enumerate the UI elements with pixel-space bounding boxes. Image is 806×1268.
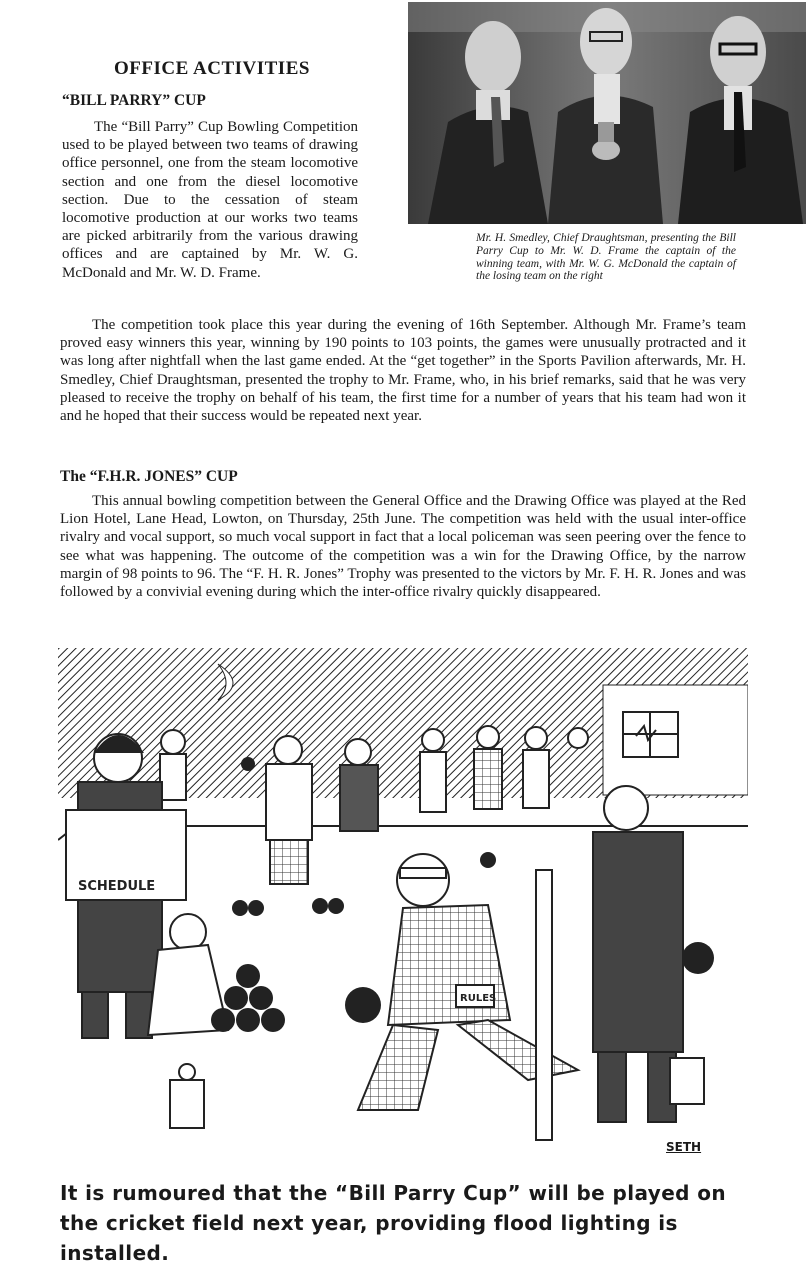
presentation-photo (408, 2, 806, 224)
cartoon-drawing (58, 640, 748, 1170)
rules-label: RULES (460, 993, 497, 1004)
schedule-sign: SCHEDULE (78, 879, 156, 894)
section-title-fhr-jones: The “F.H.R. JONES” CUP (60, 468, 238, 485)
bill-parry-paragraph-2: The competition took place this year during the evening of 16th September. Although Mr. Frame’s team proved easy winners this year, winning by 190 points to 103 points, the games were unusually protracted and it was long after nightfall when the last game ended. At the “get together” in the Sports Pavilion afterwards, Mr. H. Smedley, Chief Draughtsman, presented the trophy to Mr. Frame, who, in his brief remarks, said that he was very pleased to receive the trophy on behalf of his team, the first time for a number of years that his team had won it and he hoped that their success would be repeated next year. (60, 317, 746, 425)
artist-signature: SETH (666, 1140, 702, 1154)
section-title-bill-parry: “BILL PARRY” CUP (62, 92, 206, 109)
bill-parry-paragraph-1: The “Bill Parry” Cup Bowling Competition used to be played between two teams of drawing office personnel, one from the steam locomotive section and one from the diesel locomotive section. Due to the cessation of steam locomotive production at our works two teams are picked arbitrarily from the various drawing offices and are captained by Mr. W. G. McDonald and Mr. W. D. Frame. (62, 119, 358, 281)
bowling-cartoon (58, 640, 748, 1170)
photo-caption: Mr. H. Smedley, Chief Draughtsman, presenting the Bill Parry Cup to Mr. W. D. Frame the captain of the winning team, with Mr. W. G. McDonald the captain of the losing team on the right (476, 232, 736, 283)
cartoon-caption: It is rumoured that the “Bill Parry Cup” will be played on the cricket field next year, providing flood lighting is installed. (60, 1181, 727, 1265)
page-heading: OFFICE ACTIVITIES (114, 58, 310, 79)
fhr-jones-paragraph: This annual bowling competition between the General Office and the Drawing Office was played at the Red Lion Hotel, Lane Head, Lowton, on Thursday, 25th June. The competition was held with the usual inter-office rivalry and vocal support, so much vocal support in fact that a local policeman was seen peering over the fence to see what was happening. The outcome of the competition was a win for the Drawing Office, by the narrow margin of 98 points to 96. The “F. H. R. Jones” Trophy was presented to the victors by Mr. F. H. R. Jones and was followed by a convivial evening during which the inter-office rivalry quickly disappeared. (60, 493, 746, 601)
photo-image (408, 2, 806, 224)
